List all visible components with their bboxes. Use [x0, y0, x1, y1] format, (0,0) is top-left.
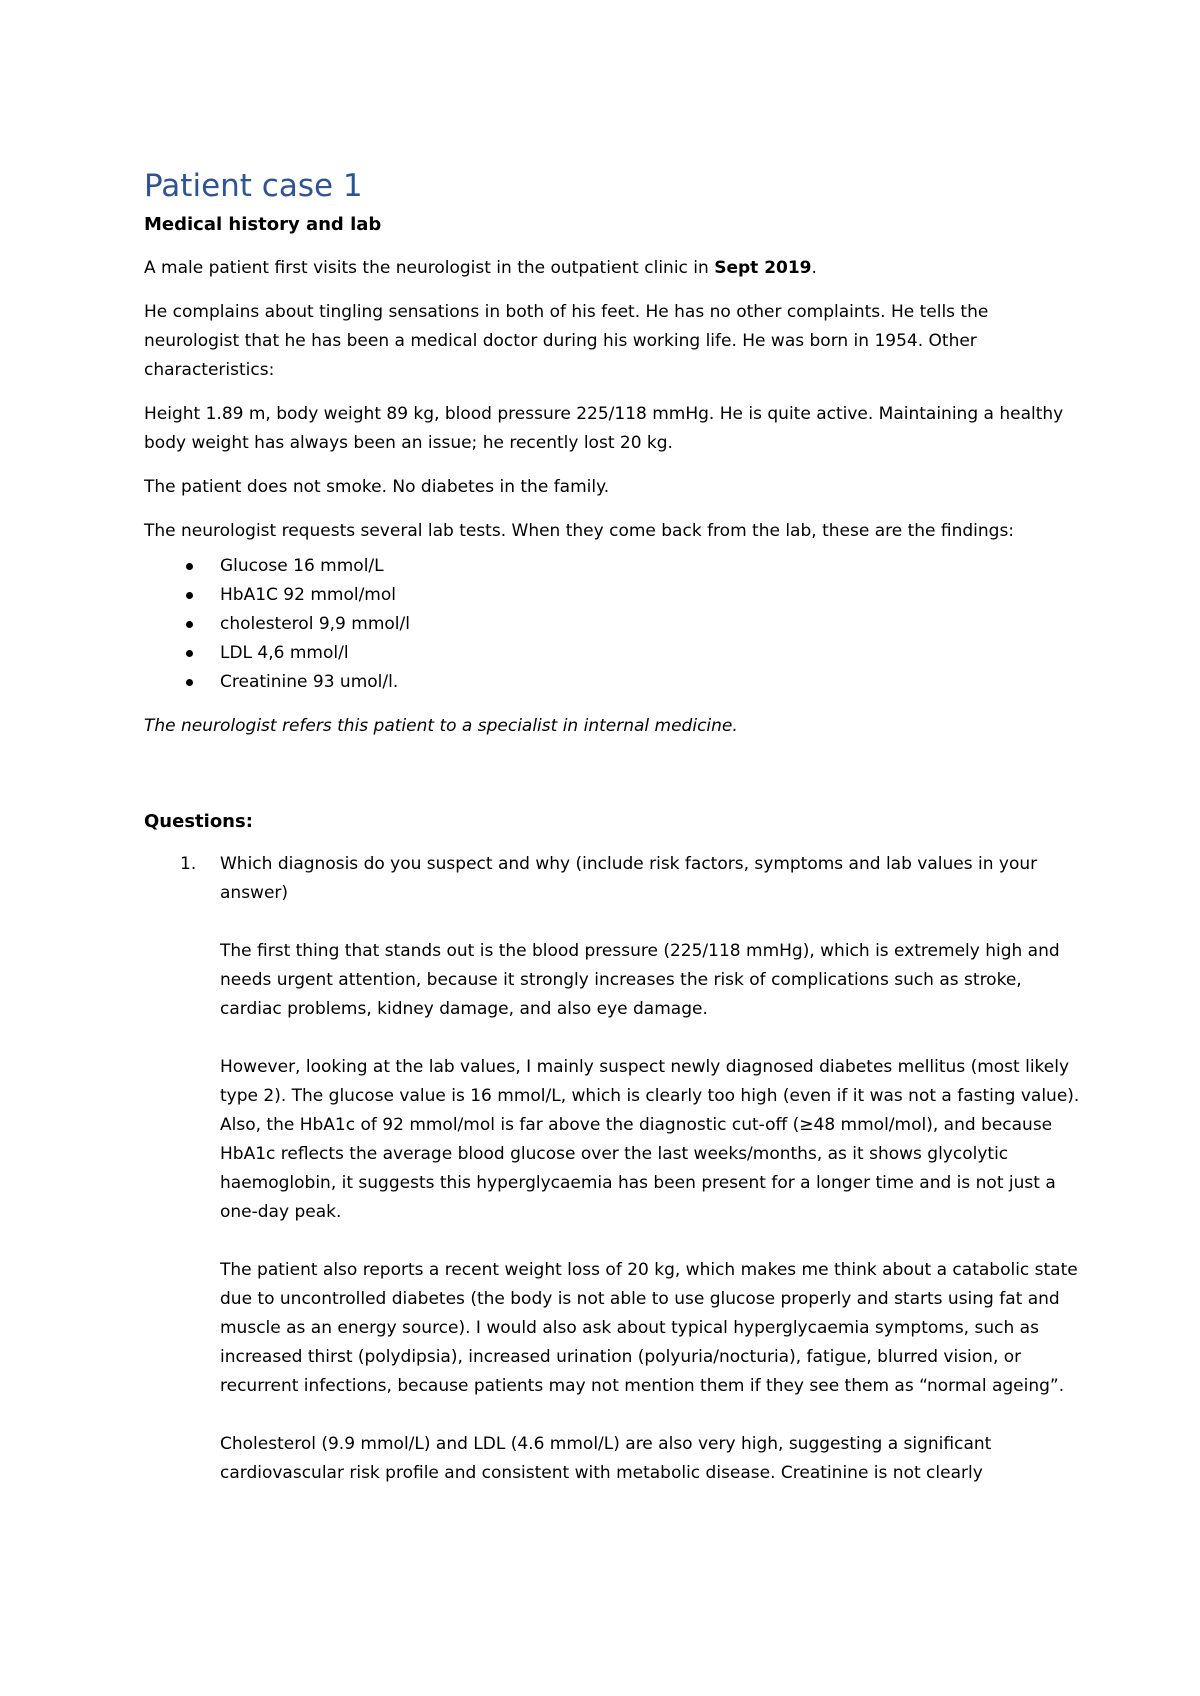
finding-text: Creatinine 93 umol/l.: [220, 672, 399, 692]
bullet-icon: [186, 621, 193, 628]
characteristics-paragraph: Height 1.89 m, body weight 89 kg, blood pressure 225/118 mmHg. He is quite active. Maintaining a healthy body weight has always been an issue; he recently lost 20 kg.: [144, 404, 1064, 453]
questions-heading: Questions:: [144, 811, 253, 832]
lab-findings-list: [144, 552, 1084, 697]
answer-paragraph: The first thing that stands out is the blood pressure (225/118 mmHg), which is extremely high and needs urgent attention, because it strongly increases the risk of complications such as stroke, cardiac problems, kidney damage, and also eye damage.: [220, 941, 1060, 1019]
intro-suffix: .: [811, 258, 817, 278]
answer-paragraph: The patient also reports a recent weight loss of 20 kg, which makes me think about a catabolic state due to uncontrolled diabetes (the body is not able to use glucose properly and starts using fat and muscle as an energy source). I would also ask about typical hyperglycaemia symptoms, such as increased thirst (polydipsia), increased urination (polyuria/nocturia), fatigue, blurred vision, or recurrent infections, because patients may not mention them if they see them as “normal ageing”.: [220, 1260, 1078, 1396]
section-heading-medical-history: Medical history and lab: [144, 214, 382, 235]
list-item: [144, 639, 1084, 668]
page-title: Patient case 1: [144, 168, 363, 204]
intro-date: Sept 2019: [714, 258, 812, 278]
lab-intro-paragraph: The neurologist requests several lab tests. When they come back from the lab, these are the findings:: [144, 521, 1015, 541]
list-item: [144, 581, 1084, 610]
finding-text: cholesterol 9,9 mmol/l: [220, 614, 410, 634]
question-item: [144, 850, 1084, 1488]
answer-paragraph: However, looking at the lab values, I mainly suspect newly diagnosed diabetes mellitus (most likely type 2). The glucose value is 16 mmol/L, which is clearly too high (even if it was not a fasting value). Also, the HbA1c of 92 mmol/mol is far above the diagnostic cut-off (≥48 mmol/mol), and because HbA1c reflects the average blood glucose over the last weeks/months, as it shows glycolytic haemoglobin, it suggests this hyperglycaemia has been present for a longer time and is not just a one-day peak.: [220, 1057, 1080, 1222]
question-text: Which diagnosis do you suspect and why (include risk factors, symptoms and lab values in your answer): [220, 854, 1038, 903]
answer-paragraph: Cholesterol (9.9 mmol/L) and LDL (4.6 mmol/L) are also very high, suggesting a significant cardiovascular risk profile and consistent with metabolic disease. Creatinine is not clearly: [220, 1434, 992, 1483]
list-item: [144, 610, 1084, 639]
list-item: [144, 668, 1084, 697]
referral-paragraph: The neurologist refers this patient to a specialist in internal medicine.: [144, 716, 738, 736]
smoking-paragraph: The patient does not smoke. No diabetes in the family.: [144, 477, 610, 497]
bullet-icon: [186, 650, 193, 657]
finding-text: Glucose 16 mmol/L: [220, 556, 384, 576]
question-number: 1.: [180, 854, 197, 874]
document-content: [144, 166, 1084, 1488]
finding-text: LDL 4,6 mmol/l: [220, 643, 349, 663]
bullet-icon: [186, 563, 193, 570]
answer-block: [220, 937, 1084, 1488]
intro-text: A male patient first visits the neurologist in the outpatient clinic in: [144, 258, 715, 278]
list-item: [144, 552, 1084, 581]
complaints-paragraph: He complains about tingling sensations in both of his feet. He has no other complaints. He tells the neurologist that he has been a medical doctor during his working life. He was born in 1954. Other characteristics:: [144, 302, 989, 380]
intro-paragraph: [144, 254, 1084, 283]
finding-text: HbA1C 92 mmol/mol: [220, 585, 396, 605]
bullet-icon: [186, 679, 193, 686]
bullet-icon: [186, 592, 193, 599]
